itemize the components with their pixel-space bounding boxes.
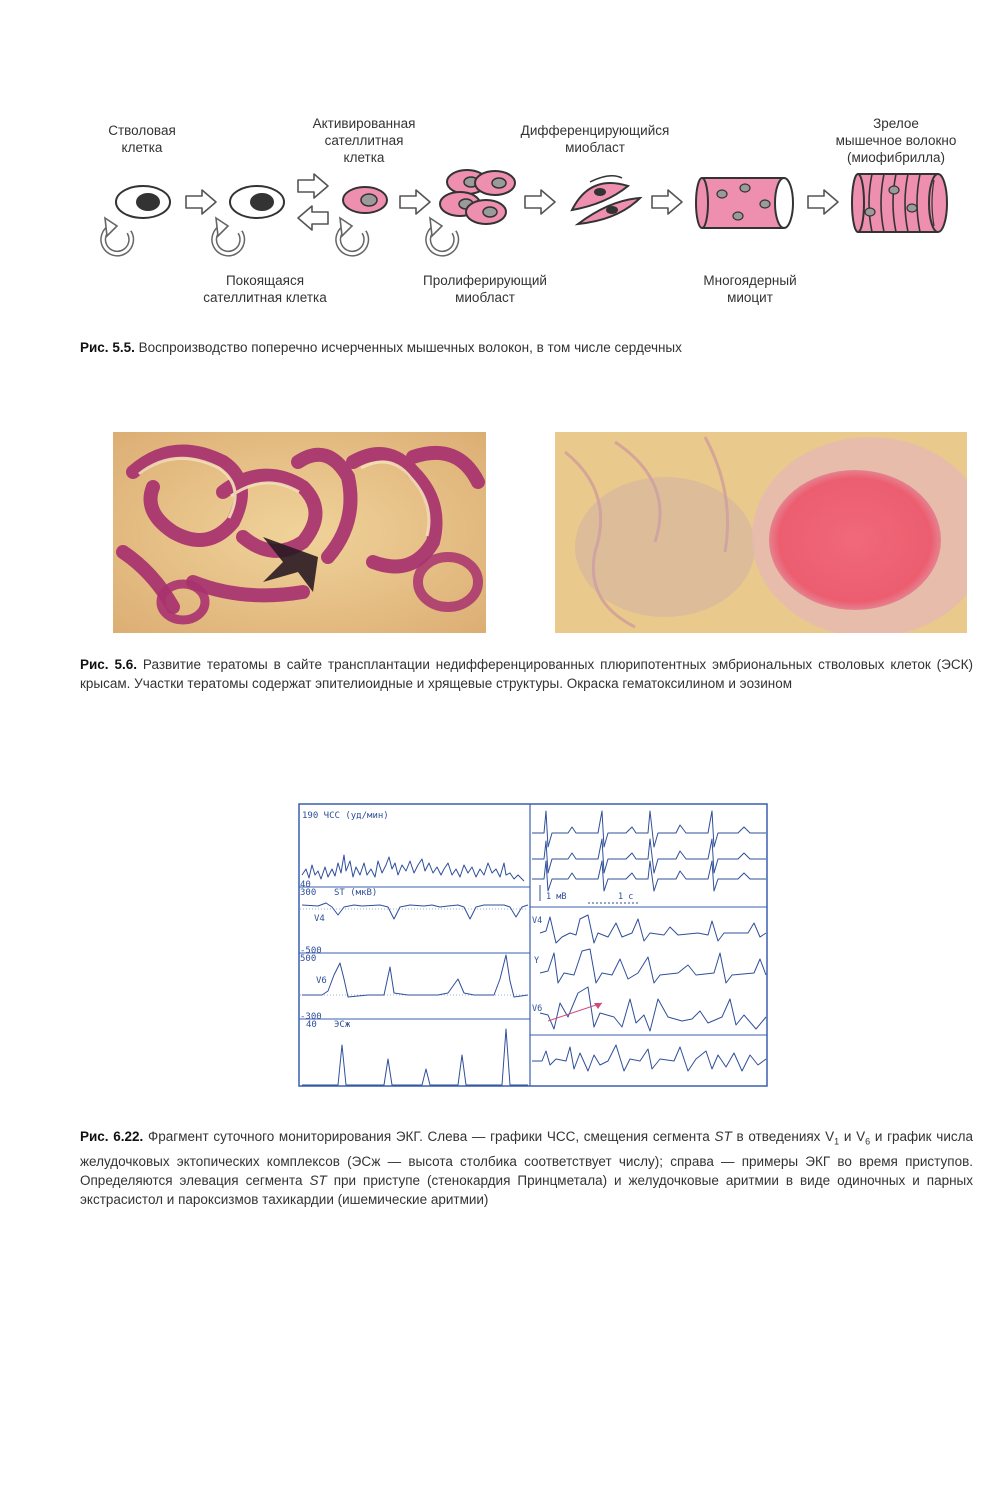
activated-satellite-cell-icon (343, 187, 387, 213)
teratoma-epithelioid-photo (113, 432, 486, 633)
label-multinucleated-myocyte: Многоядерный миоцит (703, 273, 797, 305)
v6-trend-label: V6 (316, 976, 327, 986)
fig622-ecg-panel (298, 803, 768, 1087)
lead-y-label: Y (534, 956, 540, 966)
photo-cartilage-image (555, 432, 967, 633)
multinucleated-myocyte-icon (696, 178, 793, 228)
arrow-right-icon (652, 190, 682, 214)
v6-axis-max: 500 (300, 954, 317, 964)
stem-cell-icon (116, 186, 170, 218)
st-axis-max: 300 (300, 888, 317, 898)
self-renewal-cycle-icon (214, 218, 242, 254)
lead-v6-label: V6 (532, 1004, 543, 1014)
fig56-caption-label: Рис. 5.6. (80, 657, 138, 672)
fig56-caption (80, 655, 973, 693)
self-renewal-cycle-icon (338, 218, 366, 254)
fig55-caption-text: Воспроизводство поперечно исчерченных мышечных волокон, в том числе сердечных (134, 340, 682, 355)
arrow-left-icon (298, 206, 328, 230)
label-stem-cell: Стволовая клетка (108, 123, 176, 155)
differentiating-myoblast-icon (572, 176, 640, 224)
hr-axis-min: 40 (300, 880, 311, 890)
proliferating-myoblast-icon (440, 170, 515, 224)
arrow-right-icon (186, 190, 216, 214)
ecg-panel-frame (299, 804, 767, 1086)
v4-trend-label: V4 (314, 914, 325, 924)
resting-satellite-cell-icon (230, 186, 284, 218)
mature-muscle-fiber-icon (852, 174, 947, 232)
lead-v4-label: V4 (532, 916, 543, 926)
fig622-caption: Рис. 6.22. Фрагмент суточного мониторирования ЭКГ. Слева — графики ЧСС, смещения сегмента ST в отведениях $V_1$ и $V_6$ и график числа желудочковых эктопических комплексов (ЭСж — высота столбика соответствует числу); справа — примеры ЭКГ во время приступов. Определяются элевация сегмента ST при приступе (стенокардия Принцметала) и желудочковые аритмии в виде одиночных и парных экстрасистол и пароксизмов тахикардии (ишемические аритмии) (80, 1129, 974, 1207)
label-mature-fiber: Зрелое мышечное волокно (миофибрилла) (835, 116, 957, 165)
arrow-right-icon (298, 174, 328, 198)
label-resting-satellite: Покоящаяся сателлитная клетка (203, 273, 327, 305)
scale-s-label: 1 с (618, 892, 634, 902)
fig622-caption-label: Рис. 6.22. (80, 1129, 144, 1144)
vec-chart-title: ЭСж (334, 1020, 351, 1030)
fig55-caption (80, 338, 980, 357)
label-differentiating-myoblast: Дифференцирующийся миобласт (520, 123, 670, 155)
fig55-caption-label: Рис. 5.5. (80, 340, 135, 355)
fig55-drawing (0, 160, 1000, 270)
arrow-right-icon (400, 190, 430, 214)
fig56-caption-text: Развитие тератомы в сайте трансплантации недифференцированных плюрипотентных эмбриональных стволовых клеток (ЭСК) крысам. Участки тератомы содержат эпителиоидные и хрящевые структуры. Окраска гематоксилином и эозином (80, 657, 973, 691)
scale-mv-label: 1 мВ (546, 892, 567, 902)
label-proliferating-myoblast: Пролиферирующий миобласт (423, 273, 547, 305)
self-renewal-cycle-icon (103, 218, 131, 254)
hr-chart-title: 190 ЧСС (уд/мин) (302, 811, 389, 821)
arrow-right-icon (808, 190, 838, 214)
photo-epithelioid-image (113, 432, 486, 633)
self-renewal-cycle-icon (428, 218, 456, 254)
arrow-right-icon (525, 190, 555, 214)
vec-axis-max: 40 (306, 1020, 317, 1030)
v4-axis-min: -500 (300, 946, 322, 956)
st-chart-title: ST (мкВ) (334, 888, 378, 898)
label-activated-satellite: Активированная сателлитная клетка (312, 116, 416, 165)
teratoma-cartilage-photo (555, 432, 967, 633)
v6-axis-min: -300 (300, 1012, 322, 1022)
